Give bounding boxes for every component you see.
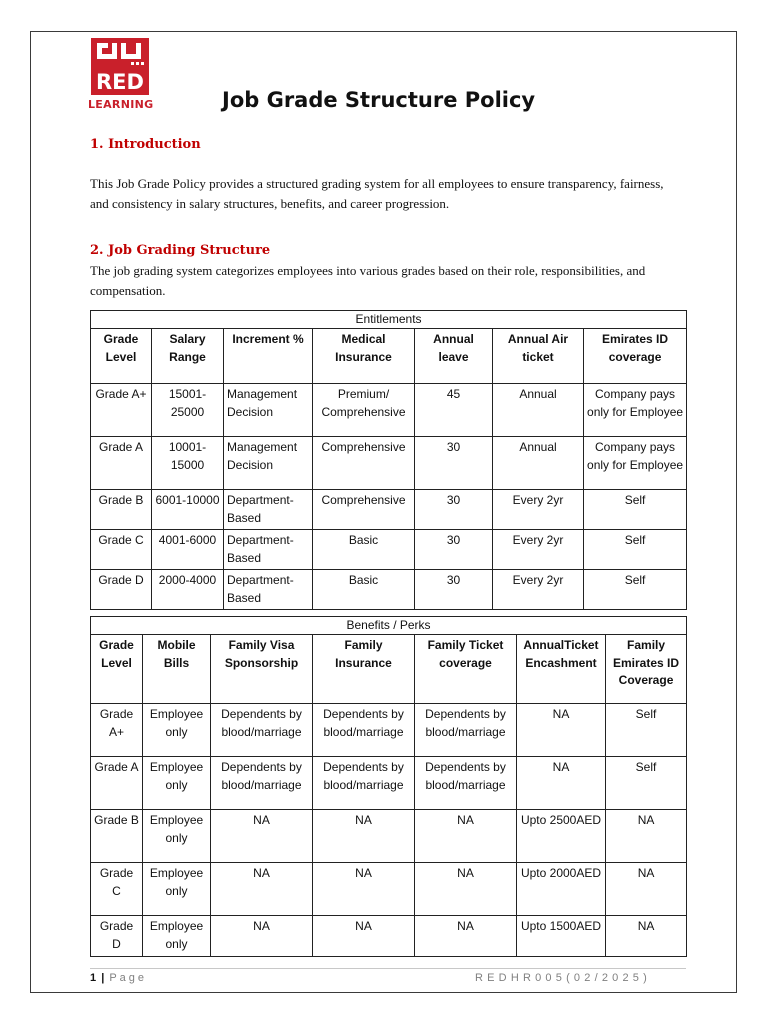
table-cell: Dependents by blood/marriage xyxy=(211,757,313,810)
table-cell: Employee only xyxy=(143,863,211,916)
entitlements-table xyxy=(90,310,687,610)
table-cell: Grade A xyxy=(91,757,143,810)
table-cell: 2000-4000 xyxy=(152,570,224,610)
table-cell: 10001-15000 xyxy=(152,437,224,490)
table-cell: Employee only xyxy=(143,757,211,810)
table-row xyxy=(91,384,687,437)
table-cell: Company pays only for Employee xyxy=(584,437,687,490)
grading-heading: 2. Job Grading Structure xyxy=(90,243,271,258)
table-cell: 30 xyxy=(415,437,493,490)
logo-mark xyxy=(91,38,149,95)
table-cell: NA xyxy=(211,810,313,863)
table-cell: NA xyxy=(211,916,313,957)
table-cell: Grade C xyxy=(91,863,143,916)
table-cell: NA xyxy=(415,810,517,863)
table-cell: Management Decision xyxy=(224,437,313,490)
document-title: Job Grade Structure Policy xyxy=(222,88,536,112)
table-cell: Every 2yr xyxy=(493,530,584,570)
table-cell: Grade D xyxy=(91,570,152,610)
table-row xyxy=(91,570,687,610)
table-cell: Grade C xyxy=(91,530,152,570)
table-cell: Grade A xyxy=(91,437,152,490)
table-cell: Department-Based xyxy=(224,490,313,530)
table-header: Family Ticket coverage xyxy=(415,635,517,704)
company-logo xyxy=(88,38,152,112)
table-cell: Every 2yr xyxy=(493,490,584,530)
table-cell: 30 xyxy=(415,570,493,610)
table-row xyxy=(91,757,687,810)
table-header: Annual Air ticket xyxy=(493,329,584,384)
table-row xyxy=(91,530,687,570)
table-cell: 30 xyxy=(415,490,493,530)
table-cell: NA xyxy=(415,916,517,957)
page-label: Page xyxy=(109,972,148,984)
table-cell: 30 xyxy=(415,530,493,570)
table-cell: NA xyxy=(313,916,415,957)
table-cell: Dependents by blood/marriage xyxy=(313,757,415,810)
table-cell: Self xyxy=(606,704,687,757)
grading-paragraph: The job grading system categorizes employees into various grades based on their role, responsibilities, and compensation. xyxy=(90,263,646,298)
table-header: Family Insurance xyxy=(313,635,415,704)
page-separator: | xyxy=(101,972,106,984)
table-cell: NA xyxy=(606,863,687,916)
table-cell: 45 xyxy=(415,384,493,437)
table-header: AnnualTicket Encashment xyxy=(517,635,606,704)
table-cell: NA xyxy=(517,704,606,757)
table-row xyxy=(91,437,687,490)
table-cell: NA xyxy=(415,863,517,916)
table-cell: Employee only xyxy=(143,916,211,957)
table-header: Grade Level xyxy=(91,635,143,704)
table-cell: Self xyxy=(606,757,687,810)
table-cell: Grade B xyxy=(91,810,143,863)
table-cell: Company pays only for Employee xyxy=(584,384,687,437)
table-header: Family Emirates ID Coverage xyxy=(606,635,687,704)
table-row xyxy=(91,863,687,916)
table-cell: NA xyxy=(606,916,687,957)
table-cell: Employee only xyxy=(143,810,211,863)
table-cell: NA xyxy=(517,757,606,810)
table-cell: Upto 1500AED xyxy=(517,916,606,957)
table-cell: Self xyxy=(584,530,687,570)
table-cell: Dependents by blood/marriage xyxy=(415,704,517,757)
table-cell: Annual xyxy=(493,384,584,437)
table-header: Increment % xyxy=(224,329,313,384)
table-cell: Department-Based xyxy=(224,530,313,570)
table-cell: Grade A+ xyxy=(91,384,152,437)
introduction-paragraph: This Job Grade Policy provides a structured grading system for all employees to ensure transparency, fairness, and consistency in salary structures, benefits, and career progression. xyxy=(90,176,664,211)
logo-subtitle: LEARNING xyxy=(88,98,154,111)
document-code: REDHR005(02/2025) xyxy=(475,972,651,984)
table-cell: 6001-10000 xyxy=(152,490,224,530)
benefits-caption: Benefits / Perks xyxy=(91,617,687,635)
table-cell: Annual xyxy=(493,437,584,490)
benefits-header-row xyxy=(91,635,687,704)
table-cell: Basic xyxy=(313,530,415,570)
table-cell: Dependents by blood/marriage xyxy=(415,757,517,810)
table-cell: NA xyxy=(606,810,687,863)
table-cell: Every 2yr xyxy=(493,570,584,610)
table-cell: Grade B xyxy=(91,490,152,530)
table-header: Mobile Bills xyxy=(143,635,211,704)
table-row xyxy=(91,704,687,757)
page-footer-left xyxy=(90,972,147,984)
table-cell: Grade D xyxy=(91,916,143,957)
table-header: Salary Range xyxy=(152,329,224,384)
table-cell: NA xyxy=(313,810,415,863)
table-cell: Self xyxy=(584,490,687,530)
table-header: Medical Insurance xyxy=(313,329,415,384)
table-header: Family Visa Sponsorship xyxy=(211,635,313,704)
table-cell: Department-Based xyxy=(224,570,313,610)
table-cell: Dependents by blood/marriage xyxy=(313,704,415,757)
table-cell: 4001-6000 xyxy=(152,530,224,570)
table-cell: Management Decision xyxy=(224,384,313,437)
table-cell: Comprehensive xyxy=(313,490,415,530)
table-cell: Upto 2000AED xyxy=(517,863,606,916)
table-cell: Self xyxy=(584,570,687,610)
table-cell: NA xyxy=(313,863,415,916)
entitlements-caption: Entitlements xyxy=(91,311,687,329)
page-number: 1 xyxy=(90,972,98,984)
table-header: Annual leave xyxy=(415,329,493,384)
logo-text: RED xyxy=(96,70,144,94)
table-row xyxy=(91,810,687,863)
table-cell: Basic xyxy=(313,570,415,610)
benefits-table xyxy=(90,616,687,957)
table-cell: Grade A+ xyxy=(91,704,143,757)
table-cell: 15001-25000 xyxy=(152,384,224,437)
table-cell: Upto 2500AED xyxy=(517,810,606,863)
footer-divider xyxy=(90,968,686,969)
table-cell: Premium/ Comprehensive xyxy=(313,384,415,437)
introduction-heading: 1. Introduction xyxy=(90,137,201,152)
table-cell: Comprehensive xyxy=(313,437,415,490)
table-cell: Employee only xyxy=(143,704,211,757)
table-header: Grade Level xyxy=(91,329,152,384)
table-row xyxy=(91,916,687,957)
table-row xyxy=(91,490,687,530)
table-cell: NA xyxy=(211,863,313,916)
table-header: Emirates ID coverage xyxy=(584,329,687,384)
table-cell: Dependents by blood/marriage xyxy=(211,704,313,757)
entitlements-header-row xyxy=(91,329,687,384)
